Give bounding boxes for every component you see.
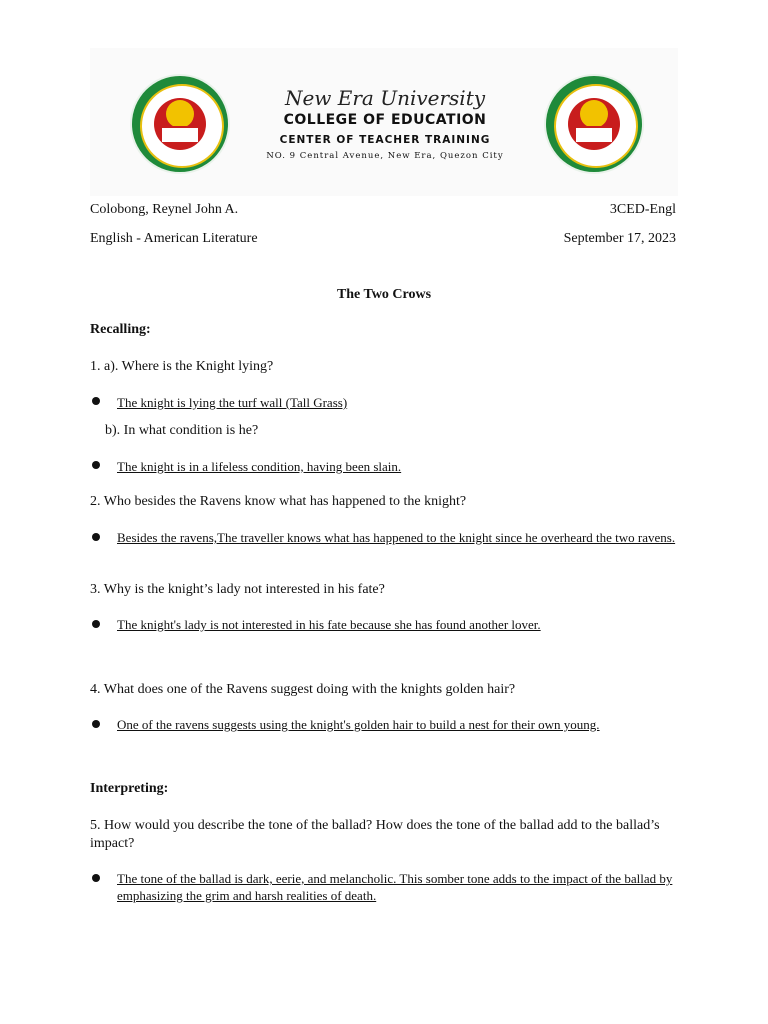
university-seal-left xyxy=(132,76,228,172)
question-4: 4. What does one of the Ravens suggest doing with the knights golden hair? xyxy=(90,682,516,697)
student-name: Colobong, Reynel John A. xyxy=(90,202,239,217)
subject: English - American Literature xyxy=(90,231,258,246)
bullet xyxy=(92,397,100,405)
college-name: COLLEGE OF EDUCATION xyxy=(283,112,487,128)
bullet xyxy=(92,874,100,882)
document-title: The Two Crows xyxy=(336,287,432,302)
question-2: 2. Who besides the Ravens know what has happened to the knight? xyxy=(90,494,467,509)
answer-1a: The knight is lying the turf wall (Tall Grass) xyxy=(117,395,348,410)
answer-4: One of the ravens suggests using the knight's golden hair to build a nest for their own young. xyxy=(117,717,600,732)
center-name: CENTER OF TEACHER TRAINING xyxy=(279,134,491,146)
bullet xyxy=(92,720,100,728)
answer-3: The knight's lady is not interested in his fate because she has found another lover. xyxy=(117,617,541,632)
bullet xyxy=(92,461,100,469)
university-address: NO. 9 Central Avenue, New Era, Quezon City xyxy=(266,151,504,161)
section-heading-interpreting: Interpreting: xyxy=(90,781,169,796)
question-3: 3. Why is the knight’s lady not interested in his fate? xyxy=(90,582,385,597)
bullet xyxy=(92,620,100,628)
answer-1b: The knight is in a lifeless condition, having been slain. xyxy=(117,459,402,474)
answer-2: Besides the ravens,The traveller knows what has happened to the knight since he overheard the two ravens. xyxy=(117,530,676,545)
college-seal-right xyxy=(546,76,642,172)
university-name: New Era University xyxy=(284,86,486,110)
question-1a: 1. a). Where is the Knight lying? xyxy=(90,359,274,374)
bullet xyxy=(92,533,100,541)
class-section: 3CED-Engl xyxy=(609,202,676,217)
question-1b: b). In what condition is he? xyxy=(105,423,259,438)
answer-5: The tone of the ballad is dark, eerie, and melancholic. This somber tone adds to the impact of the ballad by emphasizing the grim and harsh realities of death. xyxy=(117,871,673,903)
date: September 17, 2023 xyxy=(563,231,676,246)
letterhead xyxy=(90,48,678,196)
question-5: 5. How would you describe the tone of the ballad? How does the tone of the ballad add to the ballad’s impact? xyxy=(90,818,660,851)
section-heading-recalling: Recalling: xyxy=(90,322,151,337)
